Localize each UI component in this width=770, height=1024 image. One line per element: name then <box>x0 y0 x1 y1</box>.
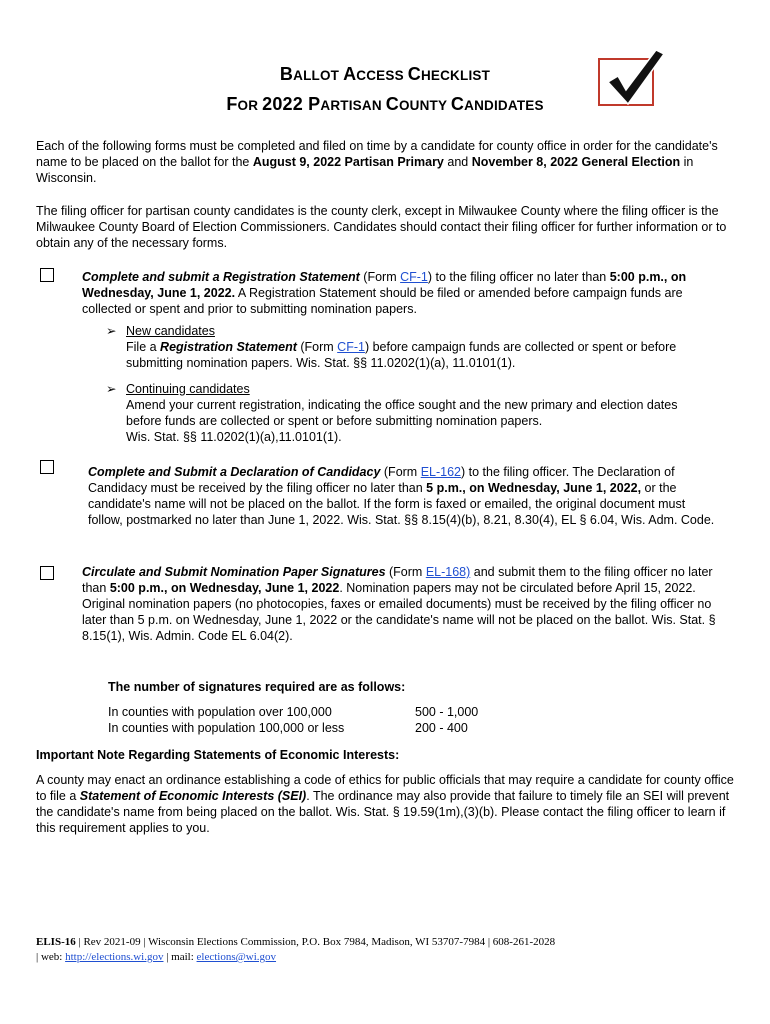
signature-row-label: In counties with population 100,000 or less <box>108 721 345 735</box>
footer-line-1: ELIS-16 | Rev 2021-09 | Wisconsin Elections Commission, P.O. Box 7984, Madison, WI 53707-7984 | 608-261-2028 <box>36 936 556 948</box>
checkmark-icon <box>604 44 668 108</box>
subitem-new-candidates: ➢ New candidates File a Registration Statement (Form CF-1) before campaign funds are collected or spent or before submitting nomination papers. Wis. Stat. §§ 11.0202(1)(a), 11.0101(1). <box>106 324 677 370</box>
website-link[interactable]: http://elections.wi.gov <box>65 951 164 963</box>
signatures-title: The number of signatures required are as follows: <box>108 680 406 694</box>
item-declaration-of-candidacy: Complete and Submit a Declaration of Candidacy (Form EL-162) to the filing officer. The Declaration of Candidacy must be received by the filing officer no later than 5 p.m., on Wednesday, June 1, 2022, or the candidate's name will not be placed on the ballot. If the form is faxed or emailed, the original document must follow, postmarked no later than June 1, 2022. Wis. Stat. §§ 8.15(4)(b), 8.21, 8.30(4), EL § 6.04, Wis. Adm. Code. <box>88 465 715 527</box>
item-nomination-paper-signatures: Circulate and Submit Nomination Paper Signatures (Form EL-168) and submit them to the filing officer no later than 5:00 p.m., on Wednesday, June 1, 2022. Nomination papers may not be circulated before April 15, 2022. Original nomination papers (no photocopies, faxes or emailed documents) must be received by the filing officer no later than 5 p.m. on Wednesday, June 1, 2022 or the candidate's name will not be placed on the ballot. Wis. Stat. § 8.15(1), Wis. Admin. Code EL 6.04(2). <box>82 565 716 643</box>
item-registration-statement: Complete and submit a Registration Statement (Form CF-1) to the filing officer no later than 5:00 p.m., on Wednesday, June 1, 2022. A Registration Statement should be filed or amended before campaign funds are collected or spent and prior to submitting nomination papers. <box>82 270 687 316</box>
intro-paragraph-1: Each of the following forms must be completed and filed on time by a candidate for county office in order for the candidate's name to be placed on the ballot for the August 9, 2022 Partisan Primary and November 8, 2022 General Election in Wisconsin. <box>36 139 718 185</box>
signature-row-label: In counties with population over 100,000 <box>108 705 332 719</box>
title-line-2: FOR 2022 PARTISAN COUNTY CANDIDATES <box>226 94 544 114</box>
checkbox-registration[interactable] <box>40 268 54 282</box>
form-cf1-link[interactable]: CF-1 <box>400 270 428 284</box>
email-link[interactable]: elections@wi.gov <box>196 951 277 963</box>
signature-row-value: 500 - 1,000 <box>415 705 479 719</box>
checkbox-nomination-papers[interactable] <box>40 566 54 580</box>
subitem-continuing-candidates: ➢ Continuing candidates Amend your current registration, indicating the office sought and the new primary and election dates before funds are collected or spent or before submitting nomination papers. Wis. Stat. §§ 11.0202(1)(a),11.0101(1). <box>106 382 678 444</box>
note-title: Important Note Regarding Statements of Economic Interests: <box>36 748 400 762</box>
note-body: A county may enact an ordinance establishing a code of ethics for public officials that may require a candidate for county office to file a Statement of Economic Interests (SEI). The ordinance may also provide that failure to timely file an SEI will prevent the candidate's name from being placed on the ballot. Wis. Stat. § 19.59(1m),(3)(b). Please contact the filing officer to learn if this requirement applies to you. <box>36 773 734 835</box>
signature-row-value: 200 - 400 <box>415 721 468 735</box>
form-el168-link[interactable]: EL-168) <box>425 565 471 579</box>
arrow-bullet-icon: ➢ <box>106 324 117 338</box>
arrow-bullet-icon: ➢ <box>106 382 117 396</box>
title-line-1: BALLOT ACCESS CHECKLIST <box>279 64 491 84</box>
checkbox-declaration[interactable] <box>40 460 54 474</box>
form-el162-link[interactable]: EL-162 <box>420 465 462 479</box>
checkmark-box <box>598 58 654 106</box>
intro-paragraph-2: The filing officer for partisan county candidates is the county clerk, except in Milwaukee County where the filing officer is the Milwaukee County Board of Election Commissioners. Candidates should contact their filing officer for further information or to obtain any of the necessary forms. <box>36 204 727 250</box>
footer-line-2: | web: http://elections.wi.gov | mail: elections@wi.gov <box>36 951 277 963</box>
form-cf1-link-2[interactable]: CF-1 <box>337 340 365 354</box>
